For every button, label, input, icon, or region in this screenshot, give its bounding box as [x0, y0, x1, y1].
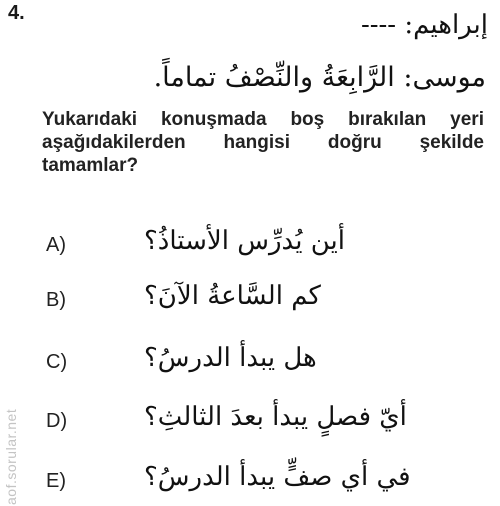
option-label: D)	[46, 410, 68, 432]
question-line: Yukarıdaki konuşmada boş bırakılan yeri	[42, 109, 484, 130]
option-c[interactable]	[42, 343, 442, 383]
option-e[interactable]	[42, 462, 442, 502]
option-text: أين يُدرِّس الأستاذُ؟	[144, 226, 345, 256]
option-a[interactable]	[42, 226, 442, 266]
question-line: tamamlar?	[42, 155, 139, 176]
option-text: هل يبدأ الدرسُ؟	[144, 343, 317, 373]
option-d[interactable]	[42, 402, 442, 442]
option-label: A)	[46, 234, 66, 256]
option-text: في أي صفٍّ يبدأ الدرسُ؟	[144, 462, 411, 492]
question-stem	[42, 108, 484, 177]
dialogue-line-ibrahim: إبراهيم: ----	[360, 10, 488, 40]
option-label: C)	[46, 351, 68, 373]
site-watermark: aof.sorular.net	[3, 408, 19, 505]
dialogue-line-musa: موسى: الرَّابِعَةُ والنِّصْفُ تماماً.	[153, 62, 486, 93]
question-number: 4.	[8, 2, 25, 24]
option-text: أيّ فصلٍ يبدأ بعدَ الثالثِ؟	[144, 402, 407, 432]
option-label: B)	[46, 289, 66, 311]
option-label: E)	[46, 470, 66, 492]
question-line: aşağıdakilerden hangisi doğru şekilde	[42, 132, 484, 153]
option-b[interactable]	[42, 281, 442, 321]
option-text: كم السَّاعةُ الآنَ؟	[144, 281, 321, 311]
